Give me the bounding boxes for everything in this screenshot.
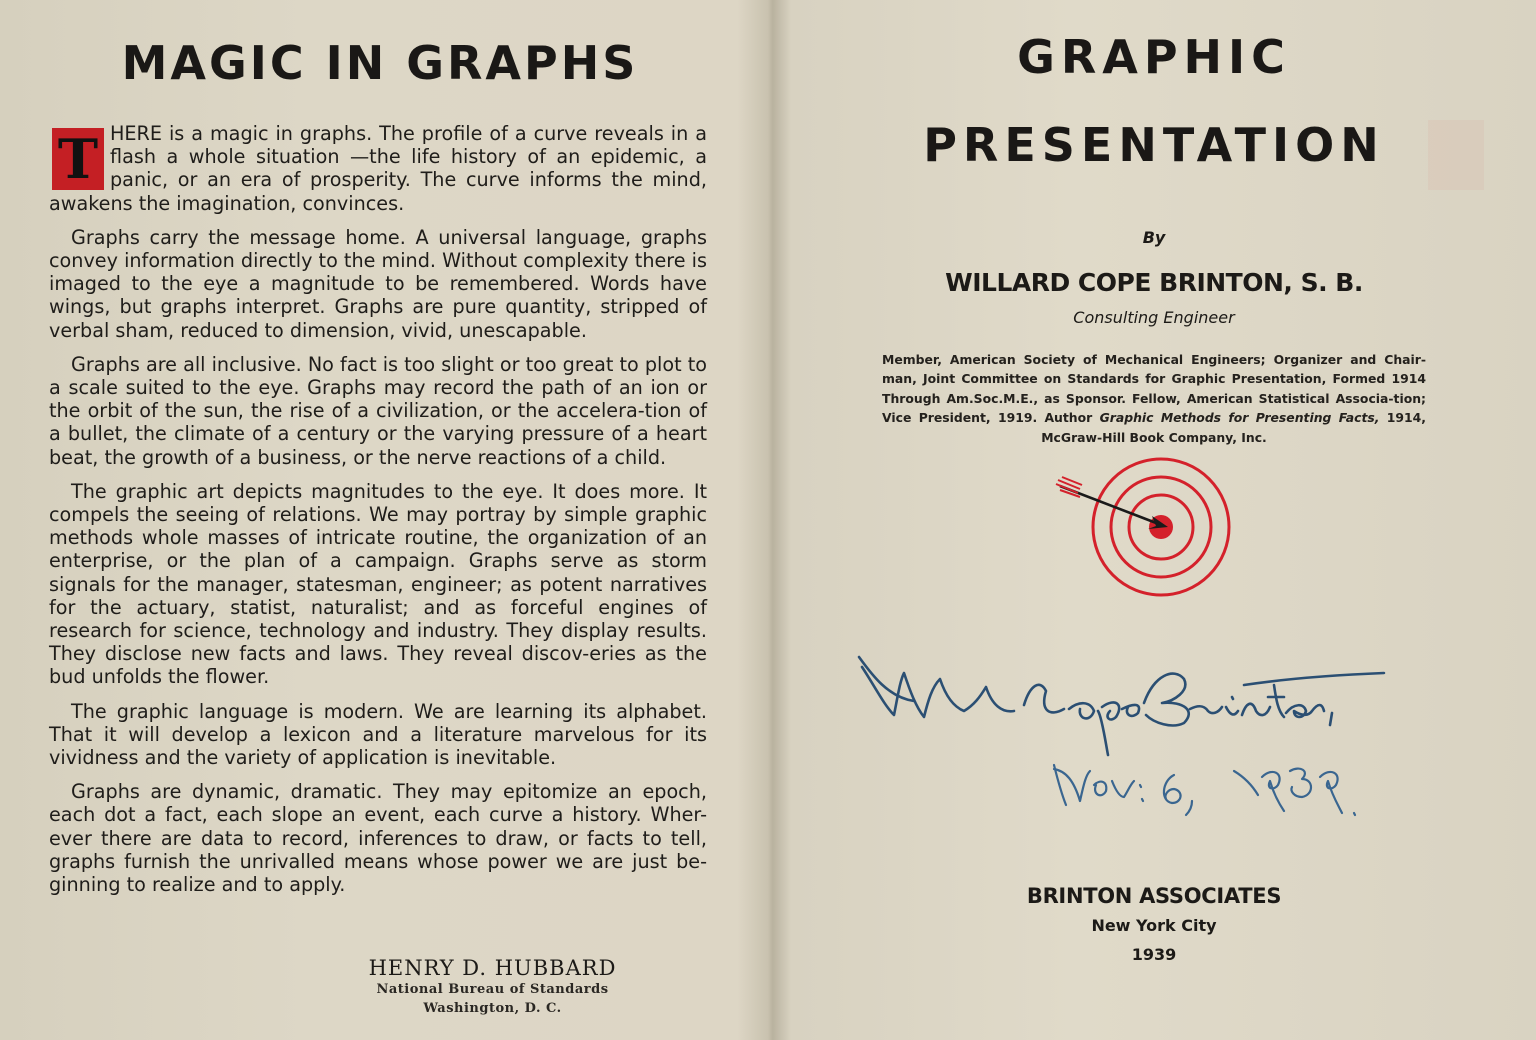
book-title-line-1: GRAPHIC [1017,30,1291,84]
bio-book-title: Graphic Methods for Presenting Facts, [1099,410,1380,426]
right-page [772,0,1536,1040]
book-author-name: WILLARD COPE BRINTON, S. B. [945,268,1363,297]
essay-paragraph-5: The graphic language is modern. We are learning its alphabet. That it will develop a lexicon and a literature marvelous for its vividness and the variety of application is inevitable. [49,699,707,770]
author-biography [882,350,1426,447]
by-label: By [1142,228,1166,247]
essay-author-block [230,956,755,1018]
essay-paragraph-1 [49,122,707,215]
signature-date [1054,765,1355,815]
paragraph-1-text: HERE is a magic in graphs. The profile of a curve reveals in a flash a whole situation —the life history of an epidemic, a panic, or an era of prosperity. The curve informs the mind, awakens the imagination, convinces. [49,122,707,215]
book-title-line-2: PRESENTATION [923,118,1385,172]
publisher-name: BRINTON ASSOCIATES [1026,884,1282,908]
essay-body [49,122,707,907]
drop-cap: T [52,128,104,190]
page-title-magic-in-graphs: MAGIC IN GRAPHS [121,36,639,90]
target-icon [1052,450,1242,605]
essay-paragraph-2: Graphs carry the message home. A universal language, graphs convey information directly to the mind. Without complexity there is imaged to the eye a magnitude to be remembered. Words have wings, but graphs interpret. Graphs are pure quantity, stripped of verbal sham, reduced to dimension, vivid, unescapable. [49,225,707,342]
essay-author-name: HENRY D. HUBBARD [368,956,617,980]
essay-paragraph-3: Graphs are all inclusive. No fact is too slight or too great to plot to a scale suited to the eye. Graphs may record the path of an ion or the orbit of the sun, the rise of a civilization, or the accelera-tion of a bullet, the climate of a century or the varying pressure of a heart beat, the growth of a business, or the nerve reactions of a child. [49,352,707,469]
essay-paragraph-6: Graphs are dynamic, dramatic. They may epitomize an epoch, each dot a fact, each slope an event, each curve a history. Wher-ever there are data to record, inferences to draw, or facts to tell, graphs furnish the unrivalled means whose power we are just be-ginning to realize and to apply. [49,780,707,897]
bio-text-end: 1914, McGraw-Hill Book Company, Inc. [1041,410,1426,445]
essay-author-location: Washington, D. C. [423,1001,562,1016]
essay-author-affiliation: National Bureau of Standards [376,982,609,997]
book-author-role: Consulting Engineer [1073,308,1235,327]
publication-year: 1939 [1131,945,1177,964]
handwritten-signature [854,645,1394,830]
publisher-city: New York City [1091,916,1217,935]
essay-paragraph-4: The graphic art depicts magnitudes to the eye. It does more. It compels the seeing of relations. We may portray by simple graphic methods whole masses of intricate routine, the organization of an enterprise, or the plan of a campaign. Graphs serve as storm signals for the manager, statesman, engineer; as potent narratives for the actuary, statist, naturalist; and as forceful engines of research for science, technology and industry. They display results. They disclose new facts and laws. They reveal discov-eries as the bud unfolds the flower. [49,479,707,689]
bio-text-start: Member, American Society of Mechanical Engineers; Organizer and Chair-man, Joint Committee on Standards for Graphic Presentation, Formed 1914 Through Am.Soc.M.E., as Sponsor. Fellow, American Statistical Associa-tion; Vice President, 1919. Author [882,352,1426,426]
